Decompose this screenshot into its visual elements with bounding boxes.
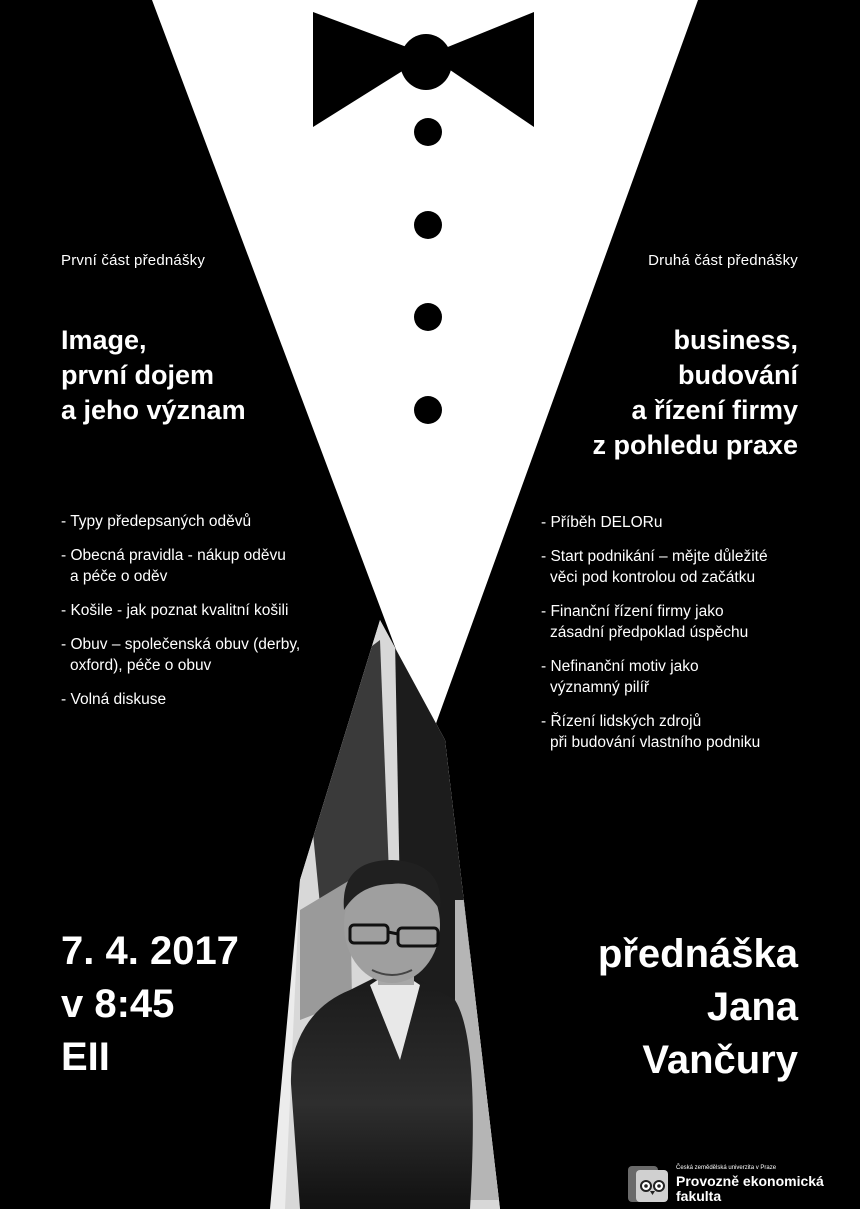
right-heading [592, 323, 798, 463]
right-heading-line: business, [673, 325, 798, 355]
event-date: 7. 4. 2017 [61, 929, 239, 973]
list-item-text: zásadní předpoklad úspěchu [550, 624, 749, 641]
event-details [61, 925, 239, 1084]
left-topic-list [61, 511, 300, 723]
right-heading-line: z pohledu praxe [592, 430, 798, 460]
list-item [61, 689, 300, 710]
list-item [61, 511, 300, 532]
list-item [541, 601, 768, 643]
speaker-portrait-photo [270, 620, 510, 1209]
list-item-text: - Finanční řízení firmy jako [541, 603, 724, 620]
list-item-text: - Obecná pravidla - nákup oděvu [61, 547, 286, 564]
list-item-text: - Obuv – společenská obuv (derby, [61, 636, 301, 653]
list-item [541, 512, 768, 533]
list-item-text: - Příběh DELORu [541, 514, 663, 531]
event-time: v 8:45 [61, 982, 175, 1026]
left-heading-line: a jeho význam [61, 395, 246, 425]
lecture-title-line: Vančury [642, 1038, 798, 1082]
list-item [61, 600, 300, 621]
lecture-title-line: přednáška [597, 932, 798, 976]
right-topic-list [541, 512, 768, 766]
lecture-title [598, 928, 798, 1087]
list-item-text: - Typy předepsaných oděvů [61, 513, 252, 530]
owl-logo-icon [628, 1164, 670, 1204]
list-item [61, 545, 300, 587]
list-item-text: při budování vlastního podniku [550, 734, 761, 751]
logo-university: Česká zemědělská univerzita v Praze [676, 1165, 777, 1171]
list-item [61, 634, 300, 676]
right-part-label: Druhá část přednášky [648, 252, 798, 269]
logo-faculty-line1: Provozně ekonomická [676, 1173, 824, 1189]
faculty-logo [628, 1164, 848, 1204]
lecture-title-line: Jana [706, 985, 798, 1029]
left-heading-line: první dojem [61, 360, 215, 390]
list-item [541, 711, 768, 753]
left-heading [61, 323, 246, 428]
left-heading-line: Image, [61, 325, 147, 355]
list-item-text: věci pod kontrolou od začátku [550, 569, 756, 586]
left-part-label: První část přednášky [61, 252, 206, 269]
list-item-text: - Start podnikání – mějte důležité [541, 548, 768, 565]
list-item-text: - Volná diskuse [61, 691, 167, 708]
right-heading-line: a řízení firmy [631, 395, 798, 425]
logo-faculty-line2: fakulta [676, 1188, 722, 1204]
right-heading-line: budování [678, 360, 798, 390]
list-item-text: oxford), péče o obuv [70, 657, 212, 674]
list-item-text: a péče o oděv [70, 568, 168, 585]
list-item [541, 546, 768, 588]
list-item-text: - Košile - jak poznat kvalitní košili [61, 602, 289, 619]
list-item-text: - Řízení lidských zdrojů [541, 713, 702, 730]
list-item-text: významný pilíř [550, 679, 650, 696]
event-room: EII [61, 1035, 110, 1079]
list-item-text: - Nefinanční motiv jako [541, 658, 699, 675]
list-item [541, 656, 768, 698]
